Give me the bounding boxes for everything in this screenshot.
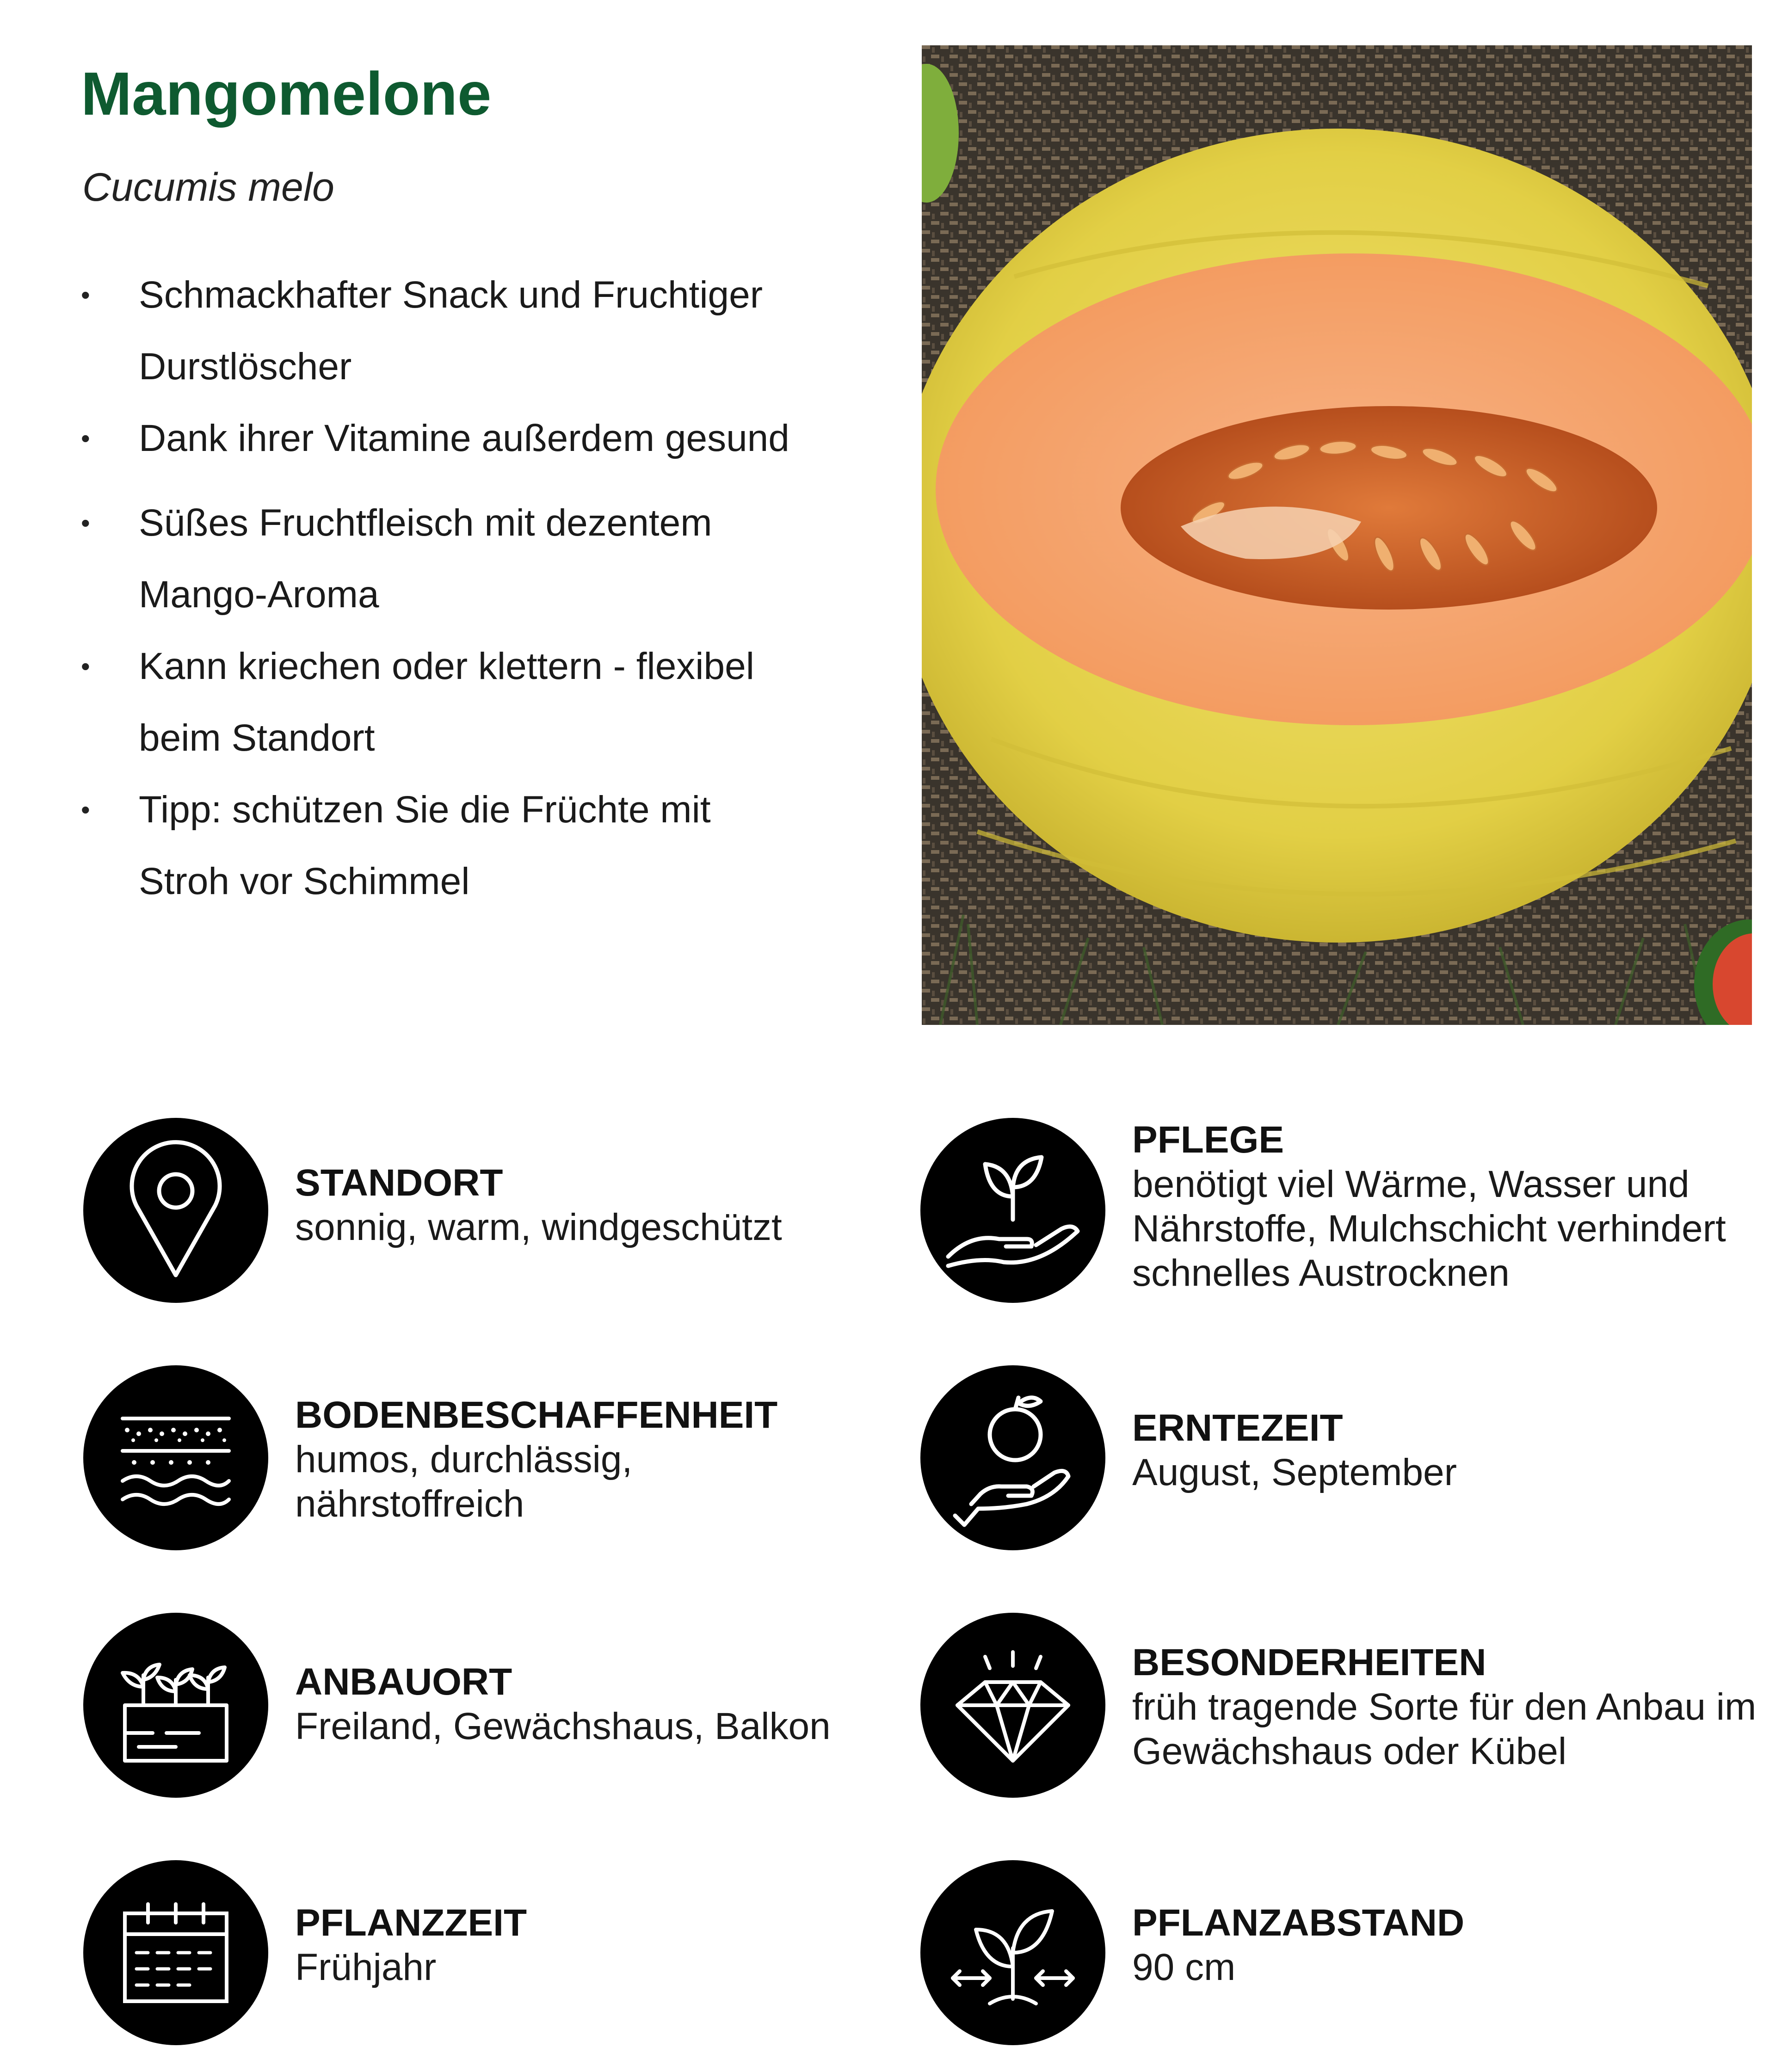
melon-illustration: [922, 45, 1752, 1025]
feature-label: PFLEGE: [1132, 1119, 1284, 1161]
feature-value: früh tragende Sorte für den Anbau im Gewächshaus oder Kübel: [1132, 1686, 1757, 1772]
feature-label: BODENBESCHAFFENHEIT: [295, 1394, 778, 1436]
hand-seedling-icon: [920, 1118, 1105, 1303]
latin-name: Cucumis melo: [82, 165, 334, 210]
feature-value: Freiland, Gewächshaus, Balkon: [295, 1705, 831, 1747]
bullet-item: [81, 259, 842, 402]
plant-spacing-icon: [920, 1860, 1105, 2045]
bullet-text: Schmackhafter Snack und Fruchtiger Durstlöscher: [139, 274, 763, 388]
calendar-icon: [83, 1860, 268, 2045]
feature-value: benötigt viel Wärme, Wasser und Nährstoffe, Mulchschicht verhindert schnelles Austrocknen: [1132, 1163, 1726, 1294]
feature-label: STANDORT: [295, 1162, 503, 1204]
feature-value: August, September: [1132, 1451, 1457, 1493]
bullet-item: [81, 774, 796, 917]
feature-value: humos, durchlässig, nährstoffreich: [295, 1438, 633, 1525]
feature-label: PFLANZABSTAND: [1132, 1902, 1465, 1944]
hand-fruit-icon: [920, 1365, 1105, 1550]
feature-label: PFLANZZEIT: [295, 1902, 527, 1944]
diamond-icon: [920, 1613, 1105, 1798]
feature-value: sonnig, warm, windgeschützt: [295, 1206, 782, 1248]
bullet-item: [81, 630, 832, 774]
bullet-text: Süßes Fruchtfleisch mit dezentem Mango-Aroma: [139, 502, 712, 616]
feature-bullet-list: [81, 259, 867, 917]
feature-label: ERNTEZEIT: [1132, 1407, 1343, 1449]
planter-box-icon: [83, 1613, 268, 1798]
feature-label: BESONDERHEITEN: [1132, 1641, 1486, 1684]
bullet-text: Dank ihrer Vitamine außerdem gesund: [139, 417, 789, 459]
bullet-item: [81, 402, 888, 474]
feature-label: ANBAUORT: [295, 1661, 512, 1703]
feature-value: 90 cm: [1132, 1946, 1236, 1988]
bullet-item: [81, 487, 796, 630]
soil-layers-icon: [83, 1365, 268, 1550]
location-pin-icon: [83, 1118, 268, 1303]
product-title: Mangomelone: [81, 60, 492, 128]
feature-value: Frühjahr: [295, 1946, 437, 1988]
melon-photo: [922, 45, 1752, 1025]
bullet-text: Tipp: schützen Sie die Früchte mit Stroh vor Schimmel: [139, 789, 711, 902]
bullet-text: Kann kriechen oder klettern - flexibel beim Standort: [139, 645, 754, 759]
